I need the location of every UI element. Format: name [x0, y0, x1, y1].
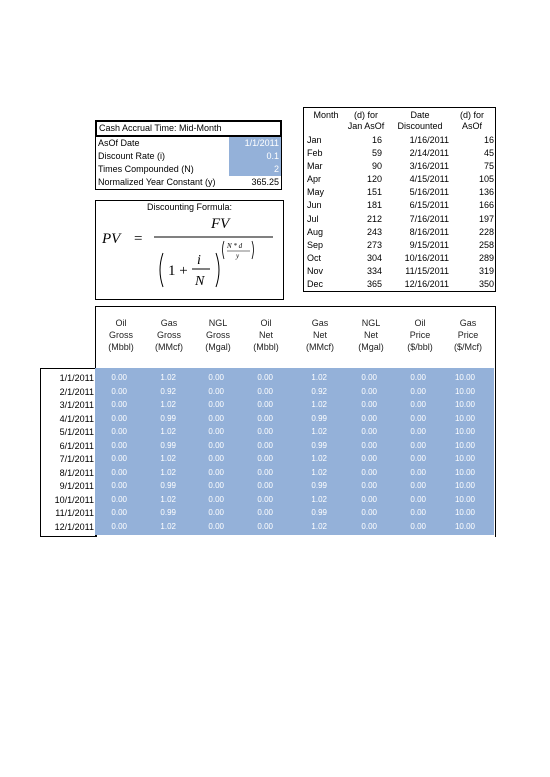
data-cell[interactable]: 10.00 [454, 481, 475, 490]
param-value-year-constant: 365.25 [251, 177, 279, 187]
d-jan-cell: 212 [366, 214, 382, 224]
month-cell: Apr [307, 174, 322, 184]
data-cell[interactable]: 0.00 [257, 400, 273, 409]
row-date: 4/1/2011 [59, 413, 94, 424]
month-cell: Dec [307, 279, 324, 289]
param-label: Normalized Year Constant (y) [98, 177, 216, 187]
data-cell[interactable]: 0.00 [257, 373, 273, 382]
data-cell[interactable]: 0.00 [410, 481, 426, 490]
data-cell[interactable]: 0.92 [160, 386, 176, 396]
data-cell[interactable]: 0.00 [257, 481, 273, 490]
table-row [95, 412, 494, 425]
row-date: 10/1/2011 [54, 494, 94, 505]
table-row [304, 134, 495, 147]
row-date: 2/1/2011 [59, 386, 94, 397]
d-asof-cell: 197 [478, 214, 494, 224]
d-jan-cell: 151 [366, 187, 382, 197]
data-cell[interactable]: 0.00 [361, 373, 377, 382]
data-cell[interactable]: 0.00 [111, 454, 127, 463]
data-cell[interactable]: 0.00 [208, 521, 224, 531]
data-cell[interactable]: 1.02 [160, 494, 176, 504]
data-cell[interactable]: 0.00 [208, 386, 224, 396]
data-cell[interactable]: 0.00 [111, 521, 127, 531]
row-date: 3/1/2011 [59, 400, 94, 410]
column-header-line: Oil [414, 318, 426, 328]
column-header-line: (Mgal) [358, 342, 384, 352]
right-paren [216, 253, 219, 287]
table-row [304, 147, 495, 160]
table-row [304, 199, 495, 212]
data-cell[interactable]: 0.00 [208, 413, 224, 423]
month-cell: Sep [307, 240, 324, 250]
date-cell: 5/16/2011 [409, 187, 449, 197]
d-jan-cell: 59 [371, 148, 382, 158]
d-jan-cell: 273 [366, 240, 382, 250]
table-row [95, 452, 494, 465]
data-cell[interactable]: 0.00 [111, 400, 127, 409]
data-cell[interactable]: 0.00 [257, 427, 273, 436]
d-asof-cell: 16 [483, 135, 494, 145]
param-value-asof-date[interactable]: 1/1/2011 [229, 137, 281, 150]
data-cell[interactable]: 0.00 [111, 373, 127, 382]
param-label: Times Compounded (N) [98, 164, 194, 174]
data-cell[interactable]: 0.00 [361, 467, 377, 477]
data-cell[interactable]: 0.99 [160, 440, 176, 450]
data-cell[interactable]: 0.00 [111, 386, 127, 396]
column-header-line: (Mgal) [205, 342, 231, 352]
table-row [304, 186, 495, 199]
column-header-line: (Mbbl) [253, 342, 279, 352]
data-cell[interactable]: 0.00 [410, 440, 426, 450]
data-cell[interactable]: 0.00 [111, 413, 127, 423]
production-data-area [95, 368, 494, 535]
data-cell[interactable]: 0.00 [410, 413, 426, 423]
data-cell[interactable]: 0.00 [361, 440, 377, 450]
data-cell[interactable]: 0.00 [111, 427, 127, 436]
d-jan-cell: 90 [371, 161, 382, 171]
data-cell[interactable]: 1.02 [311, 400, 327, 409]
table-row [95, 371, 494, 384]
d-jan-cell: 304 [366, 253, 382, 263]
d-asof-cell: 75 [483, 161, 494, 171]
table-row [304, 265, 495, 278]
data-cell[interactable]: 0.00 [361, 386, 377, 396]
row-date: 9/1/2011 [59, 481, 94, 491]
column-header [96, 317, 146, 353]
data-cell[interactable]: 0.00 [208, 508, 224, 517]
data-cell[interactable]: 0.99 [311, 413, 327, 423]
d-jan-cell: 365 [366, 279, 382, 289]
table-row [304, 226, 495, 239]
month-cell: Feb [307, 148, 323, 158]
date-cell: 6/15/2011 [409, 200, 449, 210]
param-row-asof [95, 137, 282, 150]
column-header-line: Net [258, 330, 273, 340]
data-cell[interactable]: 0.00 [208, 400, 224, 409]
data-cell[interactable]: 0.00 [361, 508, 377, 517]
header-d-asof-line1: (d) for [459, 110, 484, 120]
table-row [304, 252, 495, 265]
column-header-line: Gas [160, 318, 178, 328]
data-cell[interactable]: 0.00 [111, 440, 127, 450]
table-row [95, 479, 494, 492]
d-asof-cell: 228 [478, 227, 494, 237]
data-cell[interactable]: 0.00 [257, 386, 273, 396]
d-jan-cell: 181 [366, 200, 382, 210]
row-date: 5/1/2011 [59, 427, 94, 437]
data-cell[interactable]: 0.00 [208, 467, 224, 477]
column-header [295, 317, 345, 353]
column-header-line: Gas [459, 318, 477, 328]
param-value-discount-rate[interactable]: 0.1 [229, 150, 281, 163]
column-header-line: ($/Mcf) [454, 342, 482, 352]
column-header [193, 317, 243, 353]
data-cell[interactable]: 0.99 [160, 413, 176, 423]
left-paren [160, 253, 163, 287]
data-cell[interactable]: 10.00 [454, 494, 475, 504]
data-cell[interactable]: 0.00 [361, 413, 377, 423]
d-asof-cell: 105 [478, 174, 494, 184]
formula-equals: = [134, 231, 143, 247]
data-cell[interactable]: 1.02 [160, 521, 176, 531]
formula-n: N [195, 274, 205, 289]
table-row [95, 493, 494, 506]
table-row [95, 439, 494, 452]
param-value-times-compounded[interactable]: 2 [229, 163, 281, 176]
header-d-jan-asof [344, 110, 388, 132]
data-cell[interactable]: 10.00 [454, 400, 475, 409]
column-header-line: Net [363, 330, 378, 340]
column-header-line: Gross [156, 330, 181, 340]
formula-title: Discounting Formula: [146, 202, 233, 212]
date-cell: 8/16/2011 [409, 227, 449, 237]
param-row-compounded [95, 163, 282, 176]
data-cell[interactable]: 10.00 [454, 508, 475, 517]
table-row [304, 278, 495, 291]
data-cell[interactable]: 0.00 [257, 467, 273, 477]
d-asof-cell: 136 [478, 187, 494, 197]
row-date: 1/1/2011 [59, 373, 94, 383]
month-cell: Jul [307, 214, 319, 224]
header-d-asof-line2: AsOf [461, 121, 482, 131]
data-cell[interactable]: 0.92 [311, 386, 327, 396]
data-cell[interactable]: 1.02 [160, 373, 176, 382]
data-cell[interactable]: 1.02 [311, 454, 327, 463]
d-asof-cell: 350 [478, 279, 494, 289]
header-d-jan-line1: (d) for [353, 110, 378, 120]
data-cell[interactable]: 0.00 [208, 454, 224, 463]
d-asof-cell: 289 [478, 253, 494, 263]
date-cell: 3/16/2011 [409, 161, 449, 171]
date-cell: 2/14/2011 [409, 148, 449, 158]
table-row [95, 506, 494, 519]
month-cell: Oct [307, 253, 322, 263]
column-header-line: Oil [115, 318, 127, 328]
d-asof-cell: 258 [478, 240, 494, 250]
data-cell[interactable]: 1.02 [311, 494, 327, 504]
column-header-line: ($/bbl) [407, 342, 433, 352]
row-date: 7/1/2011 [59, 454, 94, 464]
row-date: 12/1/2011 [54, 521, 94, 532]
formula-graphic [96, 201, 283, 299]
d-asof-cell: 319 [478, 266, 494, 276]
header-date-discounted [392, 110, 448, 132]
column-header-line: NGL [208, 318, 228, 328]
data-cell[interactable]: 0.99 [160, 508, 176, 517]
data-cell[interactable]: 0.00 [257, 413, 273, 423]
column-header-line: Price [457, 330, 479, 340]
column-header-line: Gross [108, 330, 133, 340]
header-date-line1: Date [410, 110, 430, 120]
data-cell[interactable]: 0.00 [410, 494, 426, 504]
table-row [304, 160, 495, 173]
column-header-line: Gross [205, 330, 230, 340]
column-header-line: Gas [311, 318, 329, 328]
column-header-line: (MMcf) [306, 342, 334, 352]
data-cell[interactable]: 1.02 [311, 427, 327, 436]
table-row [304, 213, 495, 226]
month-cell: Nov [307, 266, 324, 276]
table-row [304, 239, 495, 252]
cash-accrual-label: Cash Accrual Time: Mid-Month [99, 123, 222, 133]
data-cell[interactable]: 0.00 [410, 454, 426, 463]
data-cell[interactable]: 0.00 [208, 481, 224, 490]
column-header-line: NGL [361, 318, 381, 328]
data-cell[interactable]: 1.02 [311, 521, 327, 531]
column-header-line: Oil [260, 318, 272, 328]
data-cell[interactable]: 0.00 [410, 521, 426, 531]
formula-pv: PV [102, 231, 121, 247]
column-header [443, 317, 493, 353]
data-cell[interactable]: 1.02 [160, 454, 176, 463]
data-cell[interactable]: 0.00 [361, 481, 377, 490]
table-row [95, 425, 494, 438]
formula-exp-top: N * d [227, 242, 243, 250]
d-jan-cell: 243 [366, 227, 382, 237]
data-cell[interactable]: 10.00 [454, 454, 475, 463]
data-cell[interactable]: 0.99 [160, 481, 176, 490]
column-header-line: Price [409, 330, 431, 340]
data-cell[interactable]: 0.00 [257, 508, 273, 517]
row-date: 11/1/2011 [55, 508, 94, 518]
month-cell: Jan [307, 135, 322, 145]
column-header [346, 317, 396, 353]
data-cell[interactable]: 1.02 [160, 467, 176, 477]
data-cell[interactable]: 0.00 [208, 440, 224, 450]
column-header [241, 317, 291, 353]
data-cell[interactable]: 0.00 [361, 400, 377, 409]
data-cell[interactable]: 0.00 [208, 494, 224, 504]
data-cell[interactable]: 0.00 [257, 440, 273, 450]
data-cell[interactable]: 1.02 [311, 373, 327, 382]
column-header [144, 317, 194, 353]
data-cell[interactable]: 1.02 [311, 467, 327, 477]
month-cell: May [307, 187, 325, 197]
data-cell[interactable]: 0.00 [410, 373, 426, 382]
date-cell: 10/16/2011 [404, 253, 449, 263]
data-cell[interactable]: 0.00 [257, 521, 273, 531]
d-asof-cell: 45 [483, 148, 494, 158]
row-date: 8/1/2011 [59, 467, 94, 478]
table-row [95, 385, 494, 398]
data-cell[interactable]: 0.99 [311, 481, 327, 490]
header-date-line2: Discounted [397, 121, 443, 131]
data-cell[interactable]: 1.02 [160, 427, 176, 436]
formula-one-plus: 1 + [168, 263, 188, 279]
date-cell: 11/15/2011 [405, 266, 449, 276]
d-jan-cell: 16 [371, 135, 382, 145]
exp-left-paren [223, 241, 225, 259]
data-cell[interactable]: 10.00 [454, 413, 475, 423]
date-cell: 4/15/2011 [409, 174, 449, 184]
column-header-line: (MMcf) [155, 342, 183, 352]
d-asof-cell: 166 [478, 200, 494, 210]
data-cell[interactable]: 0.00 [410, 386, 426, 396]
data-cell[interactable]: 0.99 [311, 508, 327, 517]
data-cell[interactable]: 10.00 [454, 440, 475, 450]
data-cell[interactable]: 1.02 [160, 400, 176, 409]
data-cell[interactable]: 10.00 [454, 427, 475, 436]
row-date: 6/1/2011 [59, 440, 94, 451]
table-row [95, 398, 494, 411]
data-cell[interactable]: 0.00 [111, 494, 127, 504]
header-d-jan-line2: Jan AsOf [347, 121, 385, 131]
table-row [95, 520, 494, 533]
data-cell[interactable]: 10.00 [454, 467, 475, 477]
data-cell[interactable]: 0.00 [111, 508, 127, 517]
data-cell[interactable]: 0.00 [410, 467, 426, 477]
data-cell[interactable]: 10.00 [454, 386, 475, 396]
table-row [304, 173, 495, 186]
parameters-block [95, 120, 282, 190]
data-cell[interactable]: 10.00 [454, 521, 475, 531]
formula-fv: FV [211, 216, 230, 232]
data-cell[interactable]: 0.00 [410, 427, 426, 436]
data-cell[interactable]: 0.00 [410, 508, 426, 517]
data-cell[interactable]: 0.00 [111, 467, 127, 477]
date-cell: 12/16/2011 [404, 279, 449, 289]
data-cell[interactable]: 0.00 [361, 454, 377, 463]
discounting-formula-box [95, 200, 284, 300]
param-label: Discount Rate (i) [98, 151, 166, 161]
header-d-asof [452, 110, 492, 132]
data-cell[interactable]: 0.00 [257, 454, 273, 463]
data-cell[interactable]: 0.99 [311, 440, 327, 450]
header-month: Month [313, 110, 339, 120]
date-cell: 9/15/2011 [409, 240, 449, 250]
table-row [95, 466, 494, 479]
data-cell[interactable]: 0.00 [361, 494, 377, 504]
data-cell[interactable]: 10.00 [454, 373, 475, 382]
data-cell[interactable]: 0.00 [361, 427, 377, 436]
month-cell: Jun [307, 200, 322, 210]
exp-right-paren [252, 241, 254, 259]
param-row-year-constant [95, 176, 282, 190]
formula-i: i [197, 253, 201, 268]
cash-accrual-header [95, 120, 282, 137]
data-cell[interactable]: 0.00 [111, 481, 127, 490]
column-header [395, 317, 445, 353]
data-cell[interactable]: 0.00 [410, 400, 426, 409]
param-label: AsOf Date [98, 138, 140, 148]
month-cell: Aug [307, 227, 324, 237]
param-row-discount [95, 150, 282, 163]
d-jan-cell: 334 [366, 266, 382, 276]
month-cell: Mar [307, 161, 323, 171]
data-cell[interactable]: 0.00 [257, 494, 273, 504]
month-discount-table [303, 107, 496, 292]
data-cell[interactable]: 0.00 [208, 373, 224, 382]
column-header-line: (Mbbl) [108, 342, 134, 352]
data-cell[interactable]: 0.00 [208, 427, 224, 436]
d-jan-cell: 120 [366, 174, 382, 184]
column-header-line: Net [312, 330, 327, 340]
data-cell[interactable]: 0.00 [361, 521, 377, 531]
date-cell: 1/16/2011 [409, 135, 449, 145]
formula-exp-bottom: y [236, 252, 240, 260]
date-cell: 7/16/2011 [409, 214, 449, 224]
